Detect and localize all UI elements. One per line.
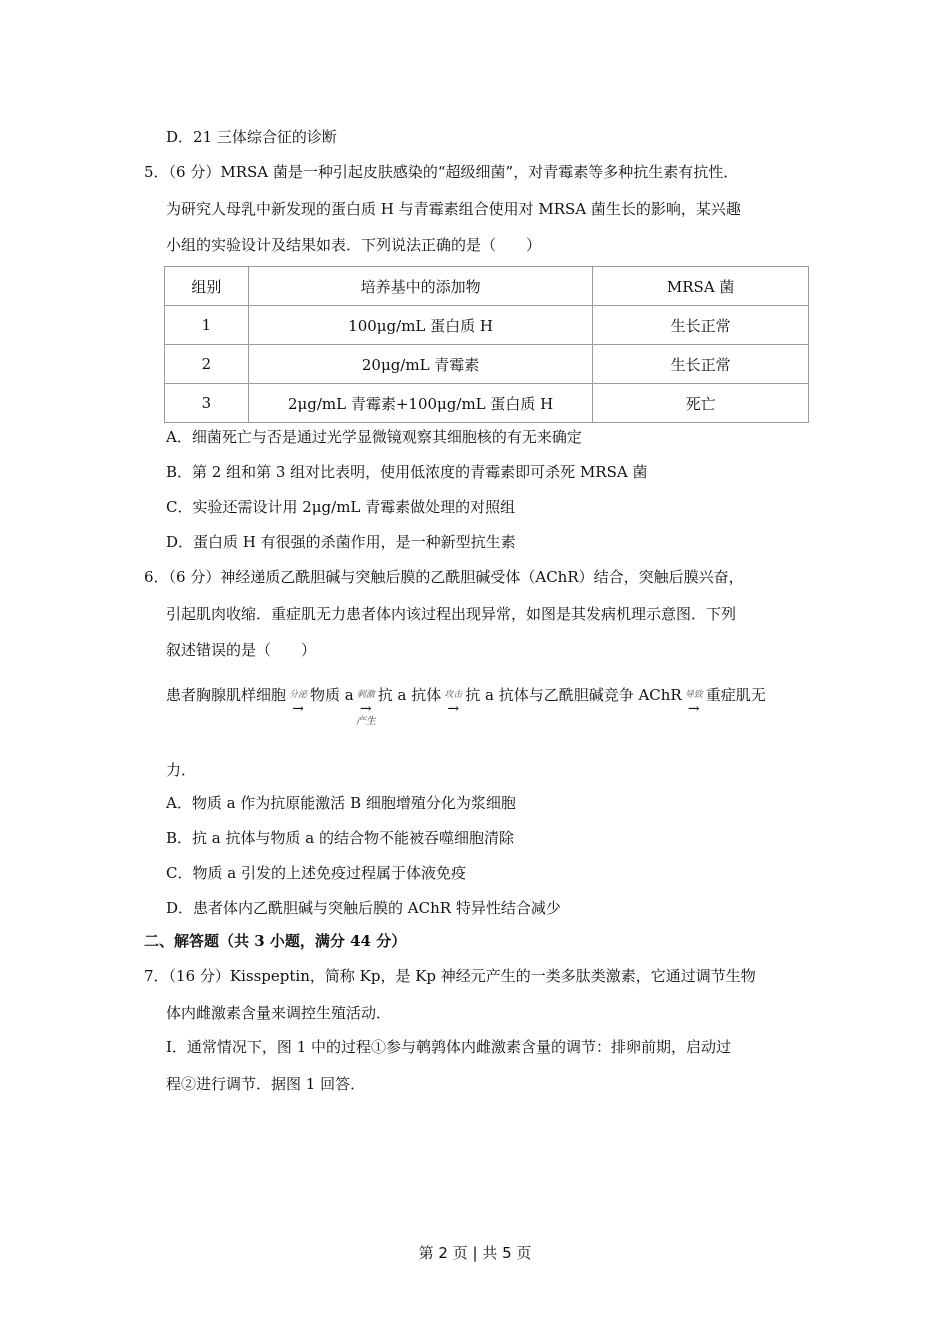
- q6-stem-line2: 引起肌肉收缩．重症肌无力患者体内该过程出现异常，如图是其发病机理示意图．下列: [166, 605, 737, 623]
- table-cell: 生长正常: [593, 306, 809, 345]
- flow-arrow-stimulate: [354, 684, 378, 728]
- q7-stem-line1: 7．（16 分）Kisspeptin，简称 Kp，是 Kp 神经元产生的一类多肽类激素，它通过调节生物: [144, 967, 756, 985]
- table-cell: 3: [165, 384, 249, 423]
- table-cell: 20μg/mL 青霉素: [248, 345, 592, 384]
- flow-arrow-attack: [441, 684, 465, 728]
- q5-option-a: A．细菌死亡与否是通过光学显微镜观察其细胞核的有无来确定: [166, 428, 582, 446]
- q6-option-b: B．抗 a 抗体与物质 a 的结合物不能被吞噬细胞清除: [166, 829, 514, 847]
- pathogenesis-flow: [166, 684, 766, 734]
- table-header-cell: 组别: [165, 267, 249, 306]
- arrow-label-produce: 产生: [355, 716, 376, 727]
- q5-stem-line2: 为研究人母乳中新发现的蛋白质 H 与青霉素组合使用对 MRSA 菌生长的影响，某兴趣: [166, 200, 741, 218]
- flow-step-competition: 抗 a 抗体与乙酰胆碱竞争 AChR: [465, 686, 682, 704]
- q5-option-c: C．实验还需设计用 2μg/mL 青霉素做处理的对照组: [166, 498, 516, 516]
- arrow-label-attack: 攻击: [444, 690, 463, 700]
- arrow-right-icon: →: [359, 701, 372, 717]
- q6-stem-line1: 6．（6 分）神经递质乙酰胆碱与突触后膜的乙酰胆碱受体（AChR）结合，突触后膜兴奋，: [144, 568, 744, 586]
- page-footer: 第 2 页 | 共 5 页: [418, 1244, 532, 1262]
- table-cell: 2μg/mL 青霉素+100μg/mL 蛋白质 H: [248, 384, 592, 423]
- table-header-row: [165, 267, 809, 306]
- arrow-label-secrete: 分泌: [289, 690, 308, 700]
- flow-arrow-cause: [682, 684, 706, 728]
- flow-step-substance-a: 物质 a: [310, 686, 354, 704]
- q7-stem-line2: 体内雌激素含量来调控生殖活动．: [166, 1004, 392, 1022]
- q5-option-b: B．第 2 组和第 3 组对比表明，使用低浓度的青霉素即可杀死 MRSA 菌: [166, 463, 648, 481]
- table-cell: 2: [165, 345, 249, 384]
- table-row: [165, 345, 809, 384]
- table-cell: 生长正常: [593, 345, 809, 384]
- table-cell: 1: [165, 306, 249, 345]
- experiment-table: [164, 266, 809, 423]
- table-header-cell: 培养基中的添加物: [248, 267, 592, 306]
- arrow-label-stimulate: 刺激: [356, 690, 375, 700]
- arrow-right-icon: →: [292, 701, 304, 717]
- q6-option-d: D．患者体内乙酰胆碱与突触后膜的 AChR 特异性结合减少: [166, 899, 561, 917]
- table-row: [165, 384, 809, 423]
- table-cell: 100μg/mL 蛋白质 H: [248, 306, 592, 345]
- arrow-label-cause: 导致: [684, 690, 703, 700]
- q5-option-d: D．蛋白质 H 有很强的杀菌作用，是一种新型抗生素: [166, 533, 516, 551]
- table-row: [165, 306, 809, 345]
- q7-stem-line3: Ⅰ．通常情况下，图 1 中的过程①参与鹌鹑体内雌激素含量的调节：排卵前期，启动过: [166, 1038, 732, 1056]
- flow-arrow-secrete: [286, 684, 310, 728]
- table-cell: 死亡: [593, 384, 809, 423]
- flow-step-antibody: 抗 a 抗体: [377, 686, 442, 704]
- flow-tail: 力．: [166, 761, 197, 779]
- q5-stem-line1: 5．（6 分）MRSA 菌是一种引起皮肤感染的“超级细菌”，对青霉素等多种抗生素有抗性．: [144, 163, 739, 181]
- arrow-right-icon: →: [687, 701, 700, 717]
- q6-stem-line3: 叙述错误的是（ ）: [166, 641, 317, 659]
- q6-option-c: C．物质 a 引发的上述免疫过程属于体液免疫: [166, 864, 466, 882]
- q4-option-d: D．21 三体综合征的诊断: [166, 128, 337, 146]
- q6-option-a: A．物质 a 作为抗原能激活 B 细胞增殖分化为浆细胞: [166, 794, 516, 812]
- section-title: 二、解答题（共 3 小题，满分 44 分）: [144, 932, 407, 950]
- q5-stem-line3: 小组的实验设计及结果如表．下列说法正确的是（ ）: [166, 236, 542, 254]
- arrow-right-icon: →: [447, 701, 460, 717]
- table-header-cell: MRSA 菌: [593, 267, 809, 306]
- flow-step-myasthenia: 重症肌无: [705, 686, 766, 704]
- flow-step-thymus-cell: 患者胸腺肌样细胞: [166, 686, 287, 704]
- q7-stem-line4: 程②进行调节．据图 1 回答．: [166, 1075, 366, 1093]
